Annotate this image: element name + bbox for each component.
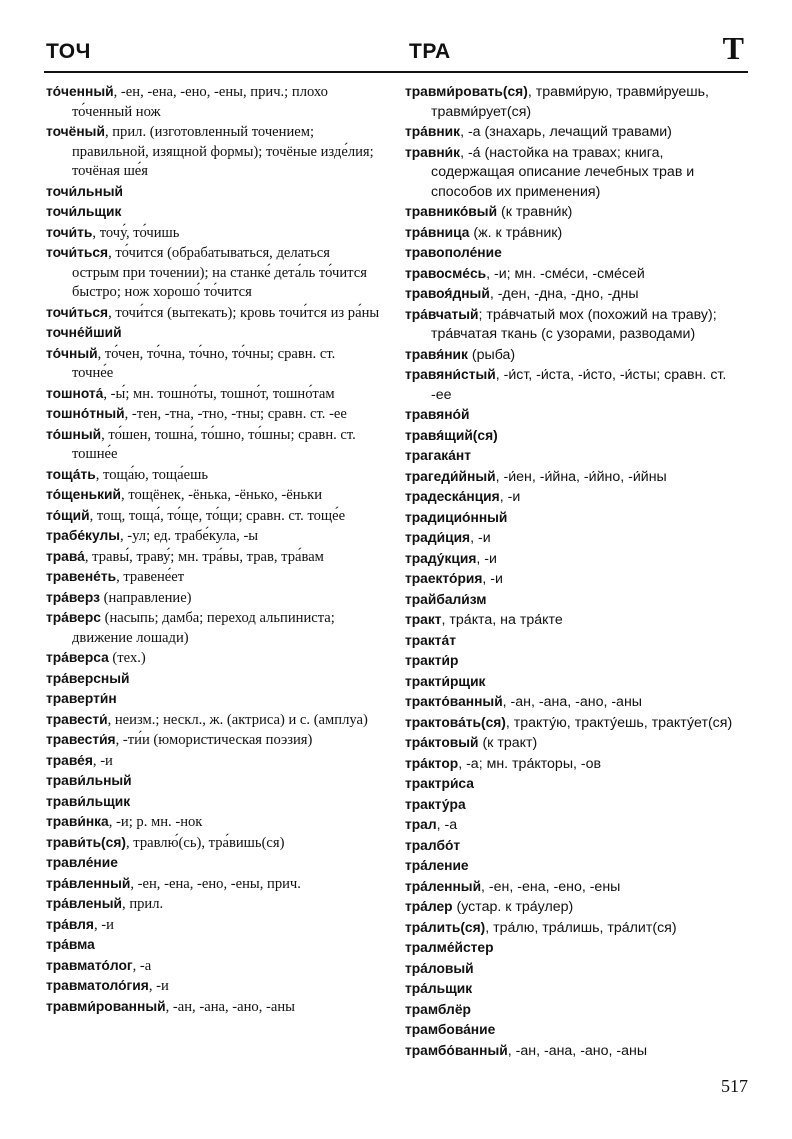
entry-headword: травнико́вый [405,204,498,219]
dictionary-entry [46,997,380,1018]
entry-definition: , -а [132,957,152,974]
entry-definition: , -а; мн. тра́кторы, -ов [458,755,602,772]
entry-headword: травести́ [46,711,108,727]
dictionary-entry [405,774,750,795]
entry-headword: трави́ть(ся) [46,834,126,850]
entry-headword: точи́ться [46,245,109,260]
dictionary-entry [46,608,380,648]
entry-headword: то́щий [46,507,90,523]
entry-definition: , тра́лю, тра́лишь, тра́лит(ся) [485,919,677,936]
entry-definition: , -ы́; мн. тошно́ты, тошно́т, тошно́там [103,385,335,402]
dictionary-entry [46,485,380,506]
dictionary-entry [405,264,750,285]
dictionary-entry [46,465,380,486]
entry-headword: тракт [405,612,442,627]
entry-definition: , -и; р. мн. -нок [108,814,203,830]
entry-headword: традицио́нный [405,509,508,525]
dictionary-entry [46,303,380,324]
left-column [46,82,380,1017]
dictionary-entry [405,733,750,754]
dictionary-entry [46,425,380,465]
entry-headword: травмато́лог [46,957,133,973]
entry-definition: , -ен, -ена, -ено, -ены [481,878,621,895]
entry-headword: травле́ние [46,855,118,870]
entry-headword: травяни́стый [405,367,496,382]
dictionary-entry [46,771,380,792]
entry-headword: трава́ [46,548,85,564]
entry-headword: траве́я [46,752,93,768]
entry-headword: травосме́сь [405,265,487,281]
entry-definition: , то́чится (обрабатываться, делаться острым при точении); на станке́ дета́ль то́чится быстро; нож хорошо́ то́чится [72,245,367,300]
entry-headword: то́шный [46,426,102,442]
dictionary-entry [405,305,750,345]
entry-definition: , прил. [122,896,164,912]
entry-definition: , -и; мн. -сме́си, -сме́сей [486,265,645,282]
entry-definition: , тощ, тоща́, то́ще, то́щи; сравн. ст. тоще́е [89,507,346,524]
dictionary-entry [405,651,750,672]
entry-headword: точи́льный [46,183,123,199]
dictionary-entry [405,795,750,816]
entry-definition: , -и [93,916,114,933]
dictionary-entry [46,689,380,710]
dictionary-entry [46,812,380,833]
entry-headword: тра́версный [46,670,130,686]
dictionary-entry [46,730,380,751]
entry-definition: , то́шен, тошна́, то́шно, то́шны; сравн. ст. тошне́е [72,426,356,462]
entry-headword: трактова́ть(ся) [405,714,506,730]
entry-definition: , -а (знахарь, лечащий травами) [460,124,672,140]
dictionary-entry [46,82,380,122]
entry-definition: , травы́, траву́; мн. тра́вы, трав, тра́вам [84,548,324,565]
dictionary-entry [46,588,380,609]
dictionary-entry [46,182,380,203]
entry-headword: травополе́ние [405,245,502,260]
dictionary-entry [405,122,750,143]
entry-headword: тра́верса [46,650,109,665]
entry-headword: тра́лить(ся) [405,919,486,935]
entry-headword: точи́ться [46,304,109,320]
entry-headword: травяно́й [405,407,470,422]
dictionary-entry [46,384,380,405]
entry-definition: , -ти́и (юмористическая поэзия) [115,732,313,748]
entry-definition: (рыба) [467,346,516,363]
dictionary-entry [405,284,750,305]
entry-headword: тракти́рщик [405,673,486,689]
entry-headword: тралме́йстер [405,940,494,955]
entry-definition: , неизм.; нескл., ж. (актриса) и с. (амплуа) [107,711,368,728]
entry-headword: трамбова́ние [405,1022,496,1037]
dictionary-entry [405,979,750,1000]
dictionary-entry [405,82,750,122]
entry-headword: траекто́рия [405,571,483,586]
entry-definition: , тоща́ю, тоща́ешь [95,466,208,483]
entry-definition: , -тен, -тна, -тно, -тны; сравн. ст. -ее [124,406,347,422]
entry-definition: , прил. (изготовленный точением; правильной, изящной формы); точёные изде́лия; точёная ше́я [72,124,374,179]
entry-headword: тошнота́ [46,385,104,401]
dictionary-entry [405,897,750,918]
dictionary-entry [405,1020,750,1041]
entry-headword: трави́нка [46,814,109,829]
entry-headword: тракто́ванный [405,694,503,709]
entry-headword: трал [405,817,437,832]
entry-headword: трагака́нт [405,448,471,463]
entry-definition: , -ден, -дна, -дно, -дны [489,286,639,302]
entry-headword: тра́вля [46,916,94,932]
entry-definition: , -ан, -ана, -ано, -аны [502,694,642,710]
entry-headword: трамбо́ванный [405,1042,508,1058]
entry-headword: тради́ция [405,530,471,545]
dictionary-entry [46,915,380,936]
dictionary-entry [405,426,750,447]
entry-headword: то́чный [46,345,98,361]
dictionary-entry [46,669,380,690]
entry-definition: ; тра́вчатый мох (похожий на траву); тра́вчатая ткань (с узорами, разводами) [431,306,717,342]
entry-definition: , -ул; ед. трабе́кула, -ы [120,528,259,544]
dictionary-entry [46,526,380,547]
dictionary-entry [46,833,380,854]
entry-headword: трави́льный [46,773,132,788]
entry-headword: травматоло́гия [46,978,149,993]
entry-definition: , травене́ет [116,569,185,585]
entry-headword: тра́вленый [46,896,123,911]
section-letter: Т [722,30,744,66]
dictionary-entry [405,202,750,223]
entry-headword: тракту́ра [405,796,466,812]
entry-definition: , -и [482,571,503,587]
dictionary-entry [405,528,750,549]
dictionary-entry [46,710,380,731]
entry-headword: травене́ть [46,569,117,584]
dictionary-entry [405,631,750,652]
entry-headword: тоща́ть [46,466,96,482]
entry-headword: траверти́н [46,691,117,706]
entry-definition: , -ен, -ена, -ено, -ены, прич. [130,875,301,892]
entry-headword: тралбо́т [405,837,461,853]
entry-definition: , тра́кта, на тра́кте [441,612,563,628]
entry-headword: траду́кция [405,550,477,566]
entry-definition: , -и [499,489,521,505]
entry-definition: , -а [436,817,458,833]
dictionary-entry [405,836,750,857]
entry-definition: , -ен, -ена, -ено, -ены, прич.; плохо то́ченный нож [72,84,328,120]
entry-headword: травести́я [46,732,116,747]
entry-definition: , точи́тся (вытекать); кровь точи́тся из ра́ны [108,304,380,321]
running-head-middle: ТРА [409,40,451,63]
entry-headword: травми́ровать(ся) [405,84,528,99]
entry-headword: травя́щий(ся) [405,427,498,443]
entry-headword: тра́лер [405,899,453,914]
dictionary-entry [405,1000,750,1021]
entry-definition: , травми́рую, травми́руешь, травми́рует(ся) [431,84,710,120]
dictionary-entry [46,344,380,384]
entry-definition: , травлю́(сь), тра́вишь(ся) [125,834,285,851]
entry-definition: , -и [92,752,113,769]
entry-headword: тра́ктор [405,755,459,771]
entry-headword: трактри́са [405,776,474,791]
entry-headword: травни́к [405,144,461,160]
dictionary-entry [46,894,380,915]
entry-headword: трабе́кулы [46,528,120,543]
dictionary-entry [46,751,380,772]
entry-headword: трайбали́зм [405,591,487,607]
dictionary-entry [46,853,380,874]
header-rule [44,71,748,73]
dictionary-entry [46,404,380,425]
entry-headword: тра́ловый [405,960,474,976]
dictionary-entry [46,323,380,344]
entry-definition: , -и [476,550,497,567]
entry-definition: (ж. к тра́вник) [469,224,563,241]
entry-definition: , точу́, то́чишь [92,224,180,241]
entry-headword: тракта́т [405,632,456,648]
dictionary-entry [405,692,750,713]
entry-headword: тра́вчатый [405,306,479,322]
dictionary-entry [46,976,380,997]
entry-headword: тра́вма [46,937,95,952]
dictionary-entry [405,713,750,734]
dictionary-entry [46,547,380,568]
dictionary-entry [46,567,380,588]
dictionary-entry [405,590,750,611]
dictionary-entry [405,549,750,570]
entry-headword: точи́ть [46,224,93,240]
entry-definition: , -и́ст, -и́ста, -и́сто, -и́сты; сравн. ст. -ее [431,367,727,403]
dictionary-entry [46,243,380,303]
entry-definition: , -и́ен, -и́йна, -и́йно, -и́йны [495,468,667,485]
entry-headword: традеска́нция [405,489,500,504]
entry-headword: тра́верс [46,610,101,625]
dictionary-entry [405,467,750,488]
entry-definition: (направление) [99,589,192,606]
dictionary-entry [405,959,750,980]
entry-definition: , -и [148,978,169,994]
dictionary-entry [46,956,380,977]
entry-headword: тра́вница [405,224,470,240]
entry-headword: то́ченный [46,84,114,99]
dictionary-entry [46,648,380,669]
entry-headword: трагеди́йный [405,468,496,484]
entry-definition: (к травни́к) [497,204,573,220]
dictionary-entry [405,754,750,775]
dictionary-entry [405,918,750,939]
entry-headword: тра́вник [405,124,461,139]
entry-headword: тракти́р [405,653,459,668]
dictionary-entry [405,487,750,508]
entry-headword: точи́льщик [46,204,122,219]
entry-headword: тра́ктовый [405,735,479,750]
dictionary-entry [405,446,750,467]
dictionary-entry [405,243,750,264]
dictionary-entry [46,506,380,527]
entry-headword: тра́льщик [405,981,473,996]
entry-definition: , -а́ (настойка на травах; книга, содержащая описание лечебных трав и способов их применения) [431,144,695,200]
dictionary-entry [405,938,750,959]
dictionary-entry [405,815,750,836]
entry-headword: тошно́тный [46,406,125,421]
entry-definition: (тех.) [108,650,146,666]
entry-headword: травя́ник [405,346,468,362]
dictionary-entry [405,223,750,244]
dictionary-entry [405,877,750,898]
dictionary-entry [46,935,380,956]
entry-headword: тра́верз [46,589,100,605]
entry-headword: тра́вленный [46,875,131,891]
entry-headword: трамблёр [405,1001,471,1017]
dictionary-entry [405,1041,750,1062]
entry-headword: травми́рованный [46,998,166,1014]
dictionary-entry [405,569,750,590]
entry-definition: , то́чен, то́чна, то́чно, то́чны; сравн. ст. точне́е [72,345,336,381]
dictionary-entry [46,122,380,182]
page-number: 517 [721,1076,748,1096]
dictionary-entry [405,405,750,426]
entry-headword: тра́ление [405,858,469,873]
dictionary-entry [46,223,380,244]
dictionary-entry [405,508,750,529]
entry-headword: то́щенький [46,487,122,502]
dictionary-entry [405,856,750,877]
dictionary-entry [405,143,750,203]
entry-headword: трави́льщик [46,793,131,809]
dictionary-entry [46,792,380,813]
entry-definition: , -ан, -ана, -ано, -аны [507,1042,648,1059]
entry-headword: точёный [46,124,105,139]
dictionary-entry [405,672,750,693]
entry-headword: травоя́дный [405,286,490,301]
dictionary-entry [46,874,380,895]
dictionary-entry [46,202,380,223]
entry-definition: (насыпь; дамба; переход альпиниста; движение лошади) [72,610,335,646]
entry-definition: (устар. к тра́улер) [452,899,574,915]
entry-headword: тра́ленный [405,878,482,894]
dictionary-entry [405,345,750,366]
entry-definition: , тощёнек, -ёнька, -ёнько, -ёньки [121,487,323,503]
entry-definition: , тракту́ю, тракту́ешь, тракту́ет(ся) [505,714,733,731]
dictionary-entry [405,610,750,631]
running-head-left: ТОЧ [46,40,91,63]
entry-headword: точне́йший [46,325,122,340]
dictionary-entry [405,365,750,405]
entry-definition: , -и [470,530,491,546]
right-column [405,82,750,1061]
entry-definition: , -ан, -ана, -ано, -аны [165,998,295,1015]
entry-definition: (к тракт) [478,735,538,751]
